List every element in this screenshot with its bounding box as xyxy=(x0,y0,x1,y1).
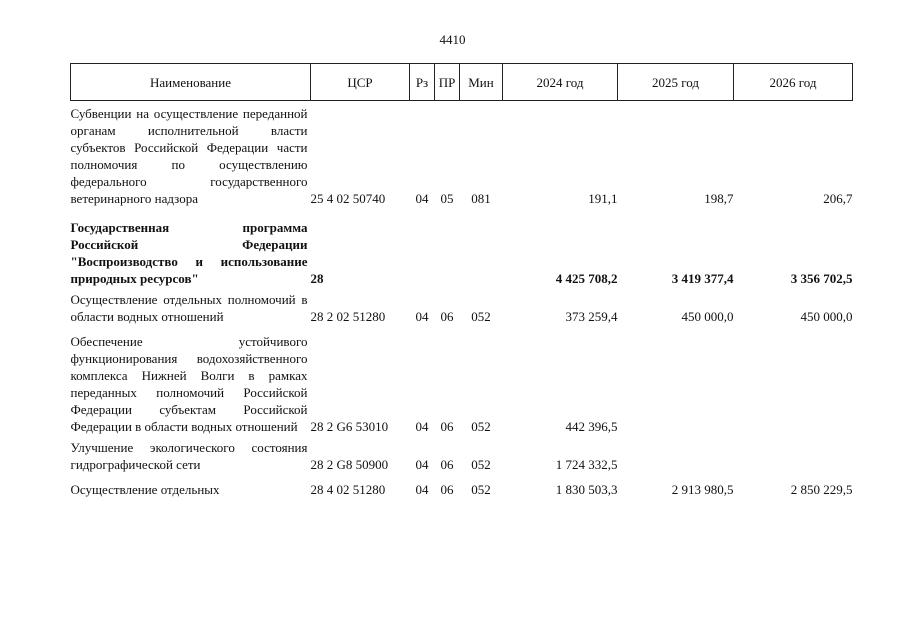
cell-pr: 06 xyxy=(440,419,454,434)
cell-2026: 3 356 702,5 xyxy=(790,271,853,286)
header-rz: Рз xyxy=(410,64,435,101)
cell-name xyxy=(71,219,311,287)
cell-csr: 28 4 02 51280 xyxy=(310,482,386,497)
cell-pr: 06 xyxy=(440,482,454,497)
cell-csr: 25 4 02 50740 xyxy=(310,191,386,206)
cell-rz: 04 xyxy=(415,482,429,497)
cell-pr: 06 xyxy=(440,309,454,324)
row-name-text: Обеспечение устойчивого функционирования водохозяйственного комплекса Нижней Волги в рамках переданных полномочий Российской Федерации субъектам Российской Федерации в области водных отношений xyxy=(70,334,308,434)
header-csr: ЦСР xyxy=(311,64,410,101)
cell-csr: 28 2 G6 53010 xyxy=(310,419,389,434)
cell-min: 052 xyxy=(471,309,491,324)
row-gap-cell xyxy=(71,325,853,333)
table-row xyxy=(71,481,853,498)
cell-2026: 206,7 xyxy=(823,191,853,206)
table-row xyxy=(71,219,853,287)
table-row xyxy=(71,105,853,207)
cell-rz xyxy=(410,219,435,287)
cell-rz: 04 xyxy=(415,419,429,434)
cell-2026 xyxy=(734,333,853,435)
cell-pr: 06 xyxy=(440,457,454,472)
cell-rz: 04 xyxy=(415,309,429,324)
cell-pr: 05 xyxy=(440,191,454,206)
row-name-text: Осуществление отдельных полномочий в области водных отношений xyxy=(70,292,308,324)
cell-min: 052 xyxy=(471,457,491,472)
header-2026: 2026 год xyxy=(734,64,853,101)
row-gap xyxy=(71,207,853,219)
cell-csr: 28 2 02 51280 xyxy=(310,309,386,324)
cell-name xyxy=(71,105,311,207)
cell-2024: 442 396,5 xyxy=(565,419,618,434)
cell-2025: 198,7 xyxy=(704,191,734,206)
cell-name xyxy=(71,439,311,473)
cell-name xyxy=(71,291,311,325)
row-name-text: Государственная программа Российской Федерации "Воспроизводство и использование природных ресурсов" xyxy=(70,220,308,286)
cell-csr: 28 xyxy=(310,271,324,286)
cell-2025 xyxy=(618,333,734,435)
row-gap xyxy=(71,473,853,481)
page-number: 4410 xyxy=(439,32,466,47)
cell-2024: 191,1 xyxy=(588,191,618,206)
cell-name xyxy=(71,333,311,435)
header-name: Наименование xyxy=(71,64,311,101)
cell-2026: 450 000,0 xyxy=(800,309,853,324)
cell-min xyxy=(460,219,503,287)
cell-2026: 2 850 229,5 xyxy=(790,482,853,497)
row-name-text: Субвенции на осуществление переданной органам исполнительной власти субъектов Российской Федерации части полномочия по осуществлению федерального государственного ветеринарного надзора xyxy=(70,106,308,206)
cell-2025: 3 419 377,4 xyxy=(671,271,734,286)
row-gap xyxy=(71,325,853,333)
table-header xyxy=(71,64,853,101)
cell-2024: 373 259,4 xyxy=(565,309,618,324)
row-gap-cell xyxy=(71,207,853,219)
cell-pr xyxy=(435,219,460,287)
budget-table xyxy=(70,63,853,498)
cell-name xyxy=(71,481,311,498)
cell-2024: 1 724 332,5 xyxy=(555,457,618,472)
row-gap-cell xyxy=(71,473,853,481)
table-row xyxy=(71,291,853,325)
cell-min: 052 xyxy=(471,419,491,434)
row-name-text: Осуществление отдельных xyxy=(70,482,220,497)
cell-csr: 28 2 G8 50900 xyxy=(310,457,389,472)
cell-2025 xyxy=(618,439,734,473)
cell-min: 052 xyxy=(471,482,491,497)
table-row xyxy=(71,333,853,435)
cell-min: 081 xyxy=(471,191,491,206)
cell-2025: 450 000,0 xyxy=(681,309,734,324)
cell-rz: 04 xyxy=(415,457,429,472)
header-pr: ПР xyxy=(435,64,460,101)
row-name-text: Улучшение экологического состояния гидрографической сети xyxy=(70,440,308,472)
header-2024: 2024 год xyxy=(503,64,618,101)
header-2025: 2025 год xyxy=(618,64,734,101)
table-body xyxy=(71,101,853,499)
cell-2025: 2 913 980,5 xyxy=(671,482,734,497)
cell-2024: 1 830 503,3 xyxy=(555,482,618,497)
header-min: Мин xyxy=(460,64,503,101)
table-row xyxy=(71,439,853,473)
cell-2024: 4 425 708,2 xyxy=(555,271,618,286)
cell-rz: 04 xyxy=(415,191,429,206)
cell-2026 xyxy=(734,439,853,473)
